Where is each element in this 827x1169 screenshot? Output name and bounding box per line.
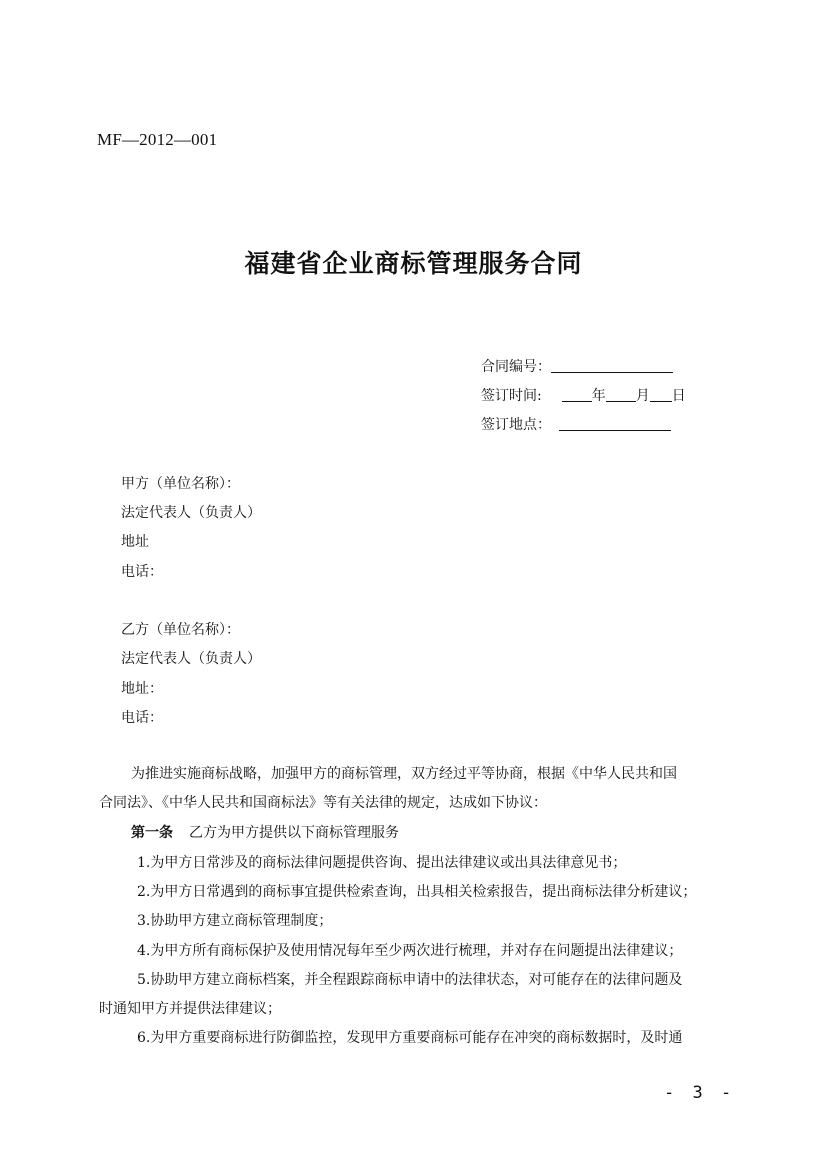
article-1-item-3: 3.协助甲方建立商标管理制度； [137,913,333,929]
sign-place-blank [559,416,671,431]
sign-place-row [481,414,671,434]
article-1-item-1: 1.为甲方日常涉及的商标法律问题提供咨询、提出法律建议或出具法律意见书； [137,855,627,871]
party-b-phone-label: 电话： [121,710,163,726]
sign-time-row [481,385,686,405]
sign-place-label: 签订地点： [481,417,551,433]
party-a-rep-label: 法定代表人（负责人） [121,505,261,521]
article-1-item-4: 4.为甲方所有商标保护及使用情况每年至少两次进行梳理，并对存在问题提出法律建议； [137,943,683,959]
page-title: 福建省企业商标管理服务合同 [244,249,583,278]
party-b-rep-label: 法定代表人（负责人） [121,651,261,667]
intro-line-2: 合同法》、《中华人民共和国商标法》等有关法律的规定，达成如下协议： [99,795,547,811]
article-1-title: 乙方为甲方提供以下商标管理服务 [189,825,399,841]
year-blank [562,387,592,402]
article-1-number: 第一条 [131,825,173,841]
day-blank [650,387,672,402]
party-a-address-label: 地址 [121,534,149,550]
contract-number-blank [551,358,673,373]
party-b-address-label: 地址： [121,681,163,697]
contract-number-label: 合同编号： [481,359,551,375]
year-label: 年 [591,388,606,404]
document-code: MF—2012—001 [97,130,218,149]
article-1-item-5: 5.协助甲方建立商标档案，并全程跟踪商标申请中的法律状态，对可能存在的法律问题及 [137,972,683,988]
day-label: 日 [671,388,686,404]
month-label: 月 [635,388,650,404]
page-number: - 3 - [664,1083,736,1103]
party-a-phone-label: 电话： [121,564,163,580]
article-1-item-2: 2.为甲方日常遇到的商标事宜提供检索查询，出具相关检索报告，提出商标法律分析建议； [137,884,697,900]
article-1-heading [131,822,399,842]
party-a-name-label: 甲方（单位名称）： [121,476,240,492]
article-1-item-5-cont: 时通知甲方并提供法律建议； [99,1001,281,1017]
party-b-name-label: 乙方（单位名称）： [121,622,240,638]
month-blank [606,387,636,402]
sign-time-label: 签订时间: [481,388,542,404]
contract-number-row [481,356,673,376]
article-1-item-6: 6.为甲方重要商标进行防御监控，发现甲方重要商标可能存在冲突的商标数据时，及时通 [137,1030,683,1046]
intro-line-1: 为推进实施商标战略，加强甲方的商标管理，双方经过平等协商，根据《中华人民共和国 [131,766,677,782]
